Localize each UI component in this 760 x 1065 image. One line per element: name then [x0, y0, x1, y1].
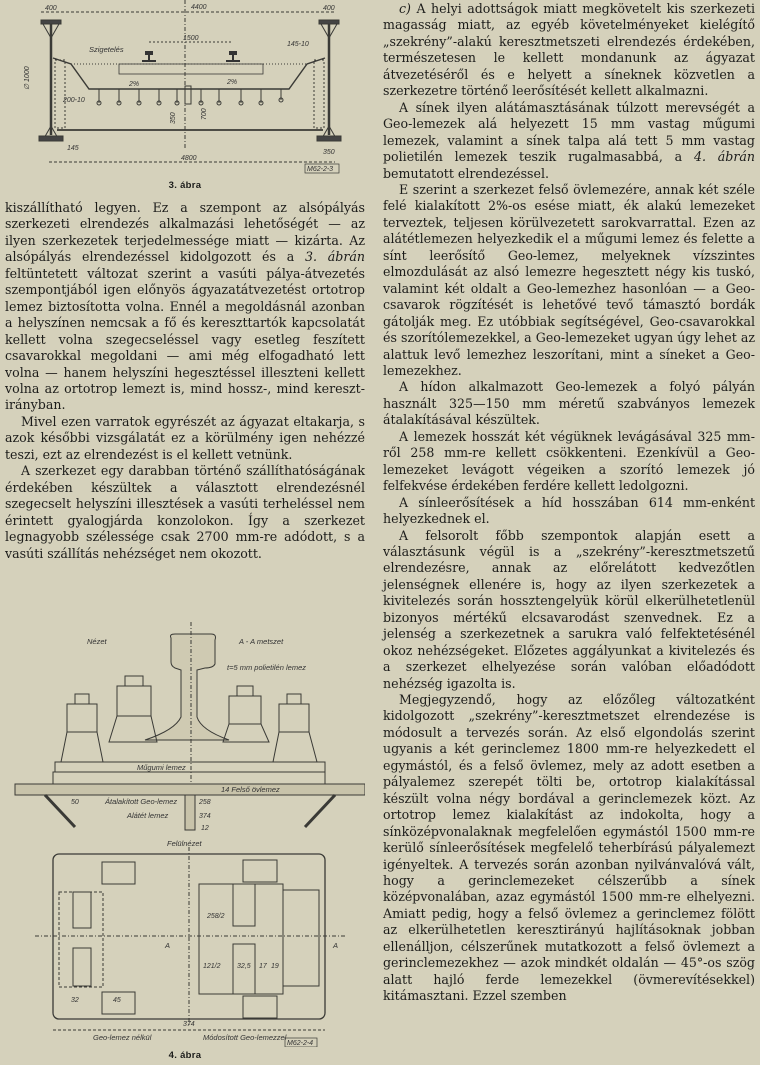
paragraph: c) A helyi adottságok miatt megkövetelt kis szerkezeti magasság miatt, az egyéb követelményeket kielégítő „szekrény”-alakú keresztmetszeti elrendezés érdekében, természetesen le kellett mondanunk az ágyazat átvezetéséről és e helyett a síneknek közvetlen a szerkezetre történő leerősítését kellett alkalmazni.	[383, 1, 755, 99]
label-polyethylene: t=5 mm polietilén lemez	[227, 663, 306, 672]
dim-121-2: 121/2	[203, 963, 221, 970]
dim-bottom-right: 350	[323, 149, 335, 156]
dim-bottom-total: 4800	[181, 155, 197, 162]
paragraph: A sínleerősítések a híd hosszában 614 mm-enként helyezkednek el.	[383, 494, 755, 527]
paragraph: A felsorolt főbb szempontok alapján esett a választásunk végül is a „szekrény”-keresztmetszetű elrendezésre, annak az előrelátott kedvezőtlen jelenségnek ellenére is, hogy az ilyen szerkezetek a kivitelezés során hossztengelyük körül elkerülhetetlenül bizonyos mértékű elcsavarodást szenvednek. Ez a jelenség a szerkezetnek a sarukra való felfektetésénél okoz nehézségeket. Előzetes aggályunkat a kivitelezés és a szerkezet elhelyezése során valóban előadódott nehézség igazolta is.	[383, 527, 755, 691]
left-text	[5, 200, 365, 562]
label-with-geo: Módosított Geo-lemezzel	[203, 1033, 287, 1042]
top-flange-plate	[15, 784, 365, 795]
shim-plate	[53, 772, 325, 784]
figure-4-caption: 4. ábra	[168, 1050, 202, 1061]
dim-45: 45	[113, 997, 121, 1004]
dim-gauge: 1500	[183, 35, 199, 42]
dim-17: 17	[259, 963, 267, 970]
label-insulation: Szigetelés	[89, 45, 124, 54]
left-column	[5, 0, 366, 1061]
slope-right: 2%	[227, 79, 238, 86]
paragraph: A hídon alkalmazott Geo-lemezek a folyó pályán használt 325—150 mm méretű szabványos lemezek átalakításával készültek.	[383, 379, 755, 428]
mark-a-right: A	[333, 941, 339, 950]
dim-left-flange: 400	[45, 5, 57, 12]
label-plan-view: Felülnézet	[167, 839, 202, 848]
dim-374-section: 374	[199, 813, 211, 820]
figure-3-caption: 3. ábra	[168, 180, 202, 191]
label-top-plate: 14 Felső övlemez	[221, 785, 280, 794]
left-splice	[55, 60, 65, 128]
figure-4-drawing	[5, 622, 365, 1047]
dim-center2: 700	[201, 108, 208, 120]
paragraph: Mivel ezen varratok egyrészét az ágyazat eltakarja, s azok későbbi vizsgálatát ez a körülmény igen nehézzé teszi, ezt az elrendezést is el kellett vetnünk.	[5, 413, 365, 462]
figure-4	[5, 622, 365, 1065]
dim-right-note: 145-10	[287, 41, 309, 48]
dim-19: 19	[271, 963, 279, 970]
label-without-geo: Geo-lemez nélkül	[93, 1033, 152, 1042]
dim-total: 374	[183, 1021, 195, 1028]
dim-32: 32	[71, 997, 79, 1004]
dim-right-flange: 400	[323, 5, 335, 12]
figure-3-stamp: M62-2-3	[307, 166, 334, 173]
paragraph: A sínek ilyen alátámasztásának túlzott merevségét a Geo-lemezek alá helyezett 15 mm vastag műgumi lemezek, valamint a sínek talpa alá tett 5 mm vastag polietilén lemezek teszik rugalmasabbá, a 4. ábrán bemutatott elrendezéssel.	[383, 99, 755, 181]
dim-12: 12	[201, 825, 209, 832]
label-shim: Alátét lemez	[127, 811, 169, 820]
right-girder	[317, 20, 341, 141]
dim-bottom-left: 145	[67, 145, 79, 152]
dim-258-2: 258/2	[207, 913, 225, 920]
slope-left: 2%	[129, 81, 140, 88]
label-rubber: Műgumi lemez	[137, 763, 186, 772]
dim-height: ∅ 1000	[24, 66, 31, 90]
figure-4-stamp: M62-2-4	[287, 1040, 314, 1047]
dim-center: 350	[170, 112, 177, 124]
label-section: A - A metszet	[239, 637, 284, 646]
label-view: Nézet	[87, 637, 107, 646]
mark-a-left: A	[165, 941, 171, 950]
right-column	[383, 0, 755, 1005]
paragraph: E szerint a szerkezet felső övlemezére, annak két széle felé kialakított 2%-os esése miatt, ék alakú lemezeket terveztek, teljesen körülvezetett sarokvarrattal. Ezen az alátétlemezen helyezkedik el a műgumi lemez és felette a sínt leerősítő Geo-lemez, melyeknek vízszintes elmozdulását az alsó lemezre hegesztett négy kis tuskó, valamint két oldalt a Geo-lemezhez hasonlóan — a Geo-csavarok rögzítését is lehetővé tevő támasztó bordák gátolják meg. Ez utóbbiak segítségével, Geo-csavarokkal és szorítólemezekkel, a Geo-lemezeket ugyan úgy lehet az alattuk levő lemezhez leszorítani, mint a síneket a Geo-lemezekhez.	[383, 181, 755, 378]
figure-3-drawing	[5, 0, 365, 180]
paragraph: Megjegyzendő, hogy az előzőleg változatként kidolgozott „szekrény”-keresztmetszet elrendezése is módosult a tervezés során. Az első elgondolás szerint ugyanis a két gerinclemez 1800 mm-re helyezkedett el egymástól, és a felső övlemez, mely az adott esetben a pályalemez szerepét tölti be, ortotrop kialakítással készült volna négy bordával a gerinclemezek közt. Az ortotrop lemez kialakítást az indokolta, hogy a sínközépvonalaknak megfelelően egymástól 1500 mm-re kerülő sínleerősítések megfelelő teherbírású pályalemezt igényeltek. A tervezés során azonban nyilvánvalóvá vált, hogy a gerinclemezeket célszerűbb a sínek középvonalában, azaz egymástól 1500 mm-re elhelyezni. Amiatt pedig, hogy a felső övlemez a gerinclemez fölött az elkerülhetetlen keresztirányú hajlításoknak jobban ellenálljon, célszerűnek mutatkozott a felső övlemezt a gerinclemezekhez — azok mindkét oldalán — 45°-os szög alatt hajló ferde lemezekkel (övmerevítésekkel) kitámasztani. Ezzel szemben	[383, 692, 755, 1004]
dim-50: 50	[71, 799, 79, 806]
right-splice	[314, 60, 324, 128]
dim-258: 258	[199, 799, 211, 806]
left-girder	[39, 20, 63, 141]
rail-section	[145, 634, 229, 740]
paragraph: A szerkezet egy darabban történő szállíthatóságának érdekében készültek a választott elrendezésnél szegecselt helyszíni illesztések a vasúti terheléssel nem érintett gyalogjárda konzolokon. Így a szerkezet legnagyobb szélessége csak 2700 mm-re adódott, s a vasúti szállítás nehézséget nem okozott.	[5, 463, 365, 561]
dim-rib: 200-10	[63, 97, 85, 104]
web-plate	[185, 795, 195, 830]
label-geo-plate: Átalakított Geo-lemez	[105, 797, 178, 806]
dim-325: 32,5	[237, 963, 251, 970]
trough-outline	[53, 58, 325, 89]
right-text	[383, 1, 755, 1005]
rails	[142, 51, 240, 62]
figure-3	[5, 0, 365, 196]
dim-top-total: 4400	[191, 4, 207, 11]
paragraph: kiszállítható legyen. Ez a szempont az alsópályás szerkezeti elrendezés alkalmazási lehetőségét — az ilyen szerkezetek terjedelmessége miatt — kizárta. Az alsópályás elrendezéssel kidolgozott és a 3. ábrán feltüntetett változat szerint a vasúti pálya-átvezetés szempontjából igen előnyös ágyazatátvezetést ortotrop lemez biztosította volna. Ennél a megoldásnál azonban a helyszínen nemcsak a fő és kereszttartók kapcsolatát kellett volna szegecseléssel vagy esetleg feszített csavarokkal megoldani — ami még elfogadható lett volna — hanem helyszíni hegesztéssel illeszteni kellett volna az ortotrop lemezt is, mind hossz-, mind kereszt-irányban.	[5, 200, 366, 413]
paragraph: A lemezek hosszát két végüknek levágásával 325 mm-ről 258 mm-re kellett csökkenteni. Ezenkívül a Geo-lemezeket levágott végeiken a szorító lemezek jó felfekvése érdekében ferdére kellett ledolgozni.	[383, 428, 755, 494]
rubber-plate	[55, 762, 325, 772]
